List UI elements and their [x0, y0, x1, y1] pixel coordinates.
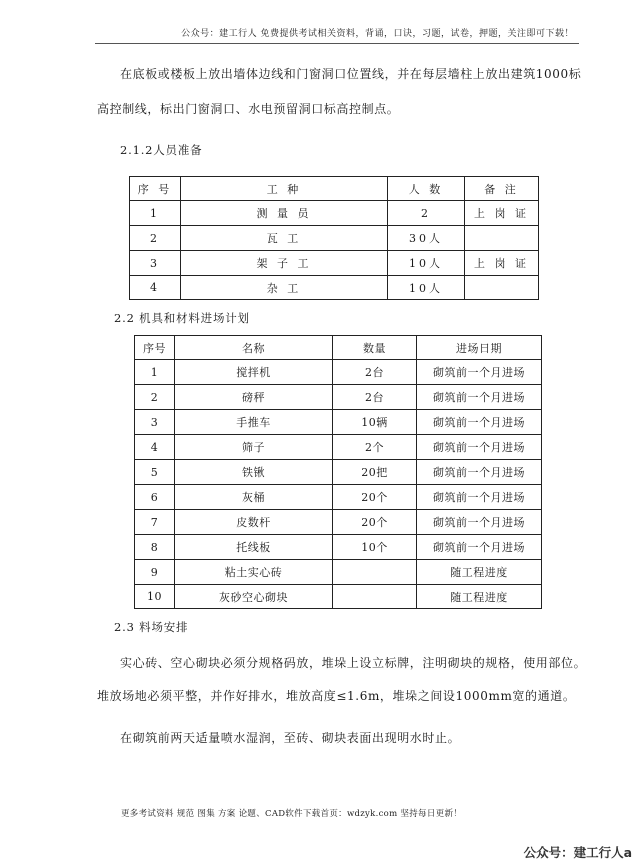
storage-line-1: 实心砖、空心砌块必须分规格码放，堆垛上设立标牌，注明砌块的规格，使用部位。	[120, 656, 587, 670]
table-cell: 1	[130, 201, 181, 226]
table-row	[135, 485, 542, 510]
table-row	[130, 276, 539, 300]
table-cell: 砌筑前一个月进场	[417, 410, 542, 435]
table-cell: 2	[135, 385, 175, 410]
column-header: 人 数	[388, 177, 465, 201]
table-cell: 筛子	[175, 435, 333, 460]
footer-text: 更多考试资料 规范 图集 方案 论题、CAD软件下载首页：wdzyk.com 坚持每日更新！	[121, 809, 463, 819]
table-header-row	[130, 177, 539, 201]
table-row	[135, 510, 542, 535]
table-cell: 30人	[388, 226, 465, 251]
table-cell: 2	[388, 201, 465, 226]
table-cell	[333, 585, 417, 609]
table-cell: 砌筑前一个月进场	[417, 485, 542, 510]
table-cell	[333, 560, 417, 585]
table-cell: 5	[135, 460, 175, 485]
table-cell: 砌筑前一个月进场	[417, 460, 542, 485]
table-cell: 20把	[333, 460, 417, 485]
table-cell: 2个	[333, 435, 417, 460]
table-row	[135, 385, 542, 410]
table-cell: 2台	[333, 385, 417, 410]
table-cell: 3	[130, 251, 181, 276]
table-cell: 测 量 员	[181, 201, 388, 226]
table-cell: 随工程进度	[417, 585, 542, 609]
table-row	[135, 435, 542, 460]
table-cell: 10个	[333, 535, 417, 560]
table-cell: 粘土实心砖	[175, 560, 333, 585]
column-header: 进场日期	[417, 336, 542, 360]
table-cell: 架 子 工	[181, 251, 388, 276]
intro-line-2: 高控制线，标出门窗洞口、水电预留洞口标高控制点。	[97, 102, 400, 116]
table-cell: 瓦 工	[181, 226, 388, 251]
equipment-heading: 2.2 机具和材料进场计划	[114, 311, 250, 325]
table-cell: 10辆	[333, 410, 417, 435]
table-cell	[465, 226, 539, 251]
table-cell: 砌筑前一个月进场	[417, 535, 542, 560]
table-row	[130, 251, 539, 276]
column-header: 数量	[333, 336, 417, 360]
column-header: 备 注	[465, 177, 539, 201]
table-cell: 搅拌机	[175, 360, 333, 385]
storage-line-2: 堆放场地必须平整，并作好排水，堆放高度≤1.6m，堆垛之间设1000mm宽的通道。	[97, 689, 576, 703]
personnel-heading: 2.1.2人员准备	[120, 143, 203, 157]
table-cell: 9	[135, 560, 175, 585]
table-cell: 2台	[333, 360, 417, 385]
table-cell: 杂 工	[181, 276, 388, 300]
table-cell: 10	[135, 585, 175, 609]
table-cell: 上 岗 证	[465, 201, 539, 226]
storage-line-3: 在砌筑前两天适量喷水湿润，至砖、砌块表面出现明水时止。	[120, 731, 461, 745]
table-cell: 手推车	[175, 410, 333, 435]
personnel-table	[129, 176, 539, 300]
table-row	[135, 560, 542, 585]
table-cell: 磅秤	[175, 385, 333, 410]
table-cell: 托线板	[175, 535, 333, 560]
equipment-table	[134, 335, 542, 609]
table-row	[130, 201, 539, 226]
table-cell: 8	[135, 535, 175, 560]
column-header: 名称	[175, 336, 333, 360]
table-cell: 灰砂空心砌块	[175, 585, 333, 609]
table-cell: 4	[130, 276, 181, 300]
table-cell: 20个	[333, 510, 417, 535]
table-cell: 7	[135, 510, 175, 535]
table-row	[135, 360, 542, 385]
table-cell: 上 岗 证	[465, 251, 539, 276]
table-row	[130, 226, 539, 251]
header-divider	[95, 43, 579, 44]
table-cell: 砌筑前一个月进场	[417, 385, 542, 410]
column-header: 工 种	[181, 177, 388, 201]
table-cell: 砌筑前一个月进场	[417, 435, 542, 460]
storage-heading: 2.3 料场安排	[114, 620, 189, 634]
column-header: 序号	[135, 336, 175, 360]
table-row	[135, 460, 542, 485]
table-cell: 灰桶	[175, 485, 333, 510]
table-row	[135, 410, 542, 435]
header-text: 公众号：建工行人 免费提供考试相关资料，背诵，口诀，习题，试卷，押题，关注即可下载！	[181, 29, 574, 39]
table-cell: 随工程进度	[417, 560, 542, 585]
table-cell: 铁锹	[175, 460, 333, 485]
table-cell: 3	[135, 410, 175, 435]
watermark-text: 公众号：建工行人a	[523, 845, 632, 860]
table-row	[135, 535, 542, 560]
table-cell: 4	[135, 435, 175, 460]
table-cell: 砌筑前一个月进场	[417, 360, 542, 385]
table-cell: 砌筑前一个月进场	[417, 510, 542, 535]
table-cell: 20个	[333, 485, 417, 510]
table-cell: 1	[135, 360, 175, 385]
table-cell: 10人	[388, 276, 465, 300]
table-cell: 2	[130, 226, 181, 251]
table-cell: 皮数杆	[175, 510, 333, 535]
table-row	[135, 585, 542, 609]
intro-line-1: 在底板或楼板上放出墙体边线和门窗洞口位置线，并在每层墙柱上放出建筑1000标	[120, 67, 582, 81]
table-cell	[465, 276, 539, 300]
column-header: 序 号	[130, 177, 181, 201]
table-cell: 10人	[388, 251, 465, 276]
table-header-row	[135, 336, 542, 360]
table-cell: 6	[135, 485, 175, 510]
